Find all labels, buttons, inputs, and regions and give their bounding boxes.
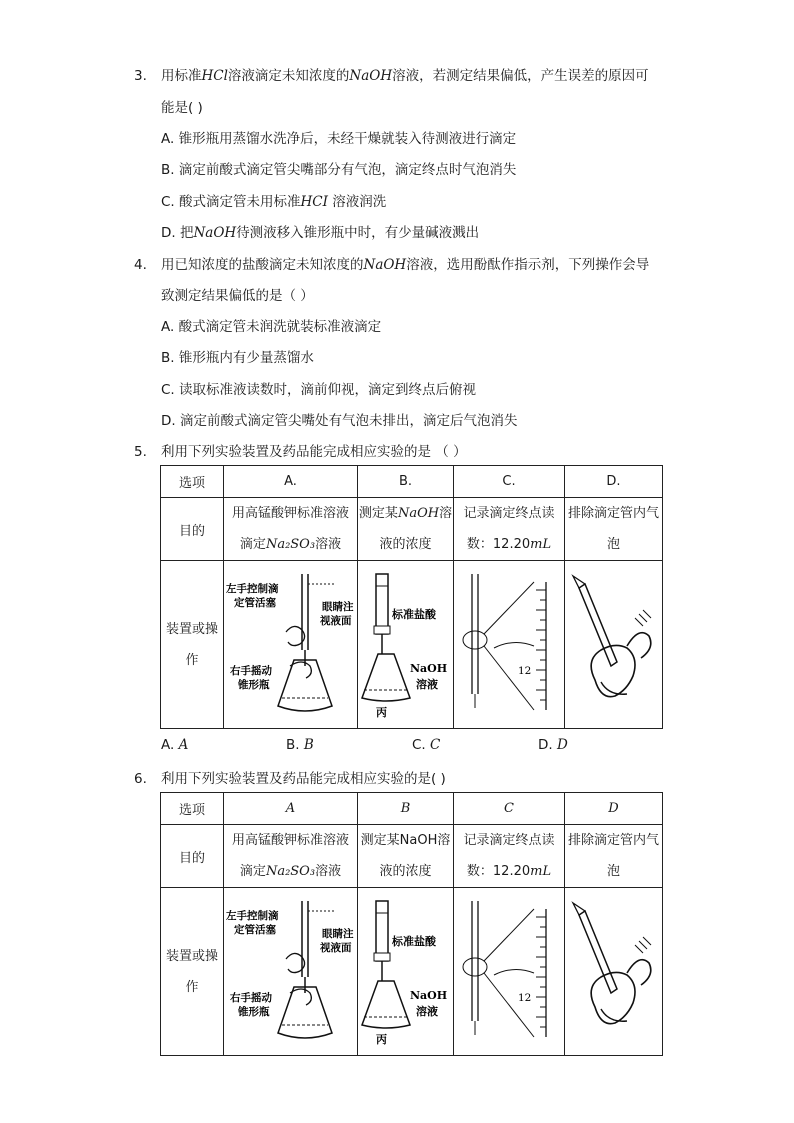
formula: HCl bbox=[201, 68, 228, 84]
acid-burette-figure bbox=[358, 570, 451, 720]
question-number: 4. bbox=[134, 257, 147, 273]
option-d[interactable] bbox=[161, 223, 479, 243]
row-label-device: 装置或操 作 bbox=[161, 561, 224, 729]
stem-text: 用标准 bbox=[161, 68, 202, 84]
figure-caption: 丙 bbox=[376, 705, 387, 719]
answer-c[interactable]: C. C bbox=[412, 737, 441, 753]
row-label-purpose: 目的 bbox=[161, 498, 224, 561]
option-b[interactable]: B. 滴定前酸式滴定管尖嘴部分有气泡，滴定终点时气泡消失 bbox=[161, 162, 517, 178]
figure-label: 标准盐酸 bbox=[392, 934, 436, 948]
question-stem bbox=[161, 66, 649, 86]
acid-burette-figure bbox=[358, 897, 451, 1047]
table-header-cell: B bbox=[358, 793, 454, 825]
figure-label: 右手摇动 bbox=[230, 991, 272, 1004]
burette-reading-figure bbox=[454, 570, 562, 720]
question-number: 6. bbox=[134, 771, 147, 787]
option-c[interactable] bbox=[161, 192, 386, 212]
figure-a-cell bbox=[224, 888, 358, 1056]
option-text: 待测液移入锥形瓶中时，有少量碱液溅出 bbox=[236, 225, 480, 241]
figure-a-cell bbox=[224, 561, 358, 729]
row-label-device: 装置或操 作 bbox=[161, 888, 224, 1056]
table-header-cell: 选项 bbox=[161, 793, 224, 825]
figure-label: 锥形瓶 bbox=[238, 1005, 270, 1018]
purpose-b: 测定某NaOH溶 液的浓度 bbox=[358, 825, 454, 888]
figure-label: 眼睛注 bbox=[322, 600, 354, 613]
figure-c-cell bbox=[454, 561, 565, 729]
figure-label: NaOH bbox=[410, 988, 448, 1002]
question-stem: 利用下列实验装置及药品能完成相应实验的是( ) bbox=[161, 771, 446, 787]
bubble-removal-figure bbox=[565, 570, 660, 720]
titration-flask-figure bbox=[224, 570, 355, 720]
purpose-a: 用高锰酸钾标准溶液 滴定Na₂SO₃溶液 bbox=[224, 825, 358, 888]
question-stem: 利用下列实验装置及药品能完成相应实验的是 （ ） bbox=[161, 444, 467, 460]
option-text: D. 把 bbox=[161, 225, 194, 241]
question-number: 3. bbox=[134, 68, 147, 84]
option-a[interactable]: A. 锥形瓶用蒸馏水洗净后，未经干燥就装入待测液进行滴定 bbox=[161, 131, 517, 147]
question-stem-cont: 能是( ) bbox=[161, 100, 203, 116]
answer-b[interactable]: B. B bbox=[286, 737, 314, 753]
table-header-cell: C. bbox=[454, 466, 565, 498]
answer-a[interactable]: A. A bbox=[161, 737, 189, 753]
option-b[interactable]: B. 锥形瓶内有少量蒸馏水 bbox=[161, 350, 314, 366]
figure-b-cell bbox=[358, 888, 454, 1056]
figure-label: 溶液 bbox=[416, 1004, 438, 1018]
answer-d[interactable]: D. D bbox=[538, 737, 568, 753]
figure-label: 锥形瓶 bbox=[238, 678, 270, 691]
formula: NaOH bbox=[349, 68, 393, 84]
option-text: 溶液润洗 bbox=[327, 194, 387, 210]
option-text: C. 酸式滴定管未用标准 bbox=[161, 194, 301, 210]
figure-label: 左手控制滴 bbox=[226, 582, 279, 595]
option-c[interactable]: C. 读取标准液读数时，滴前仰视，滴定到终点后俯视 bbox=[161, 382, 477, 398]
table-header-cell: C bbox=[454, 793, 565, 825]
question-stem-cont: 致测定结果偏低的是（ ） bbox=[161, 288, 314, 304]
figure-label: NaOH bbox=[410, 661, 448, 675]
figure-label: 左手控制滴 bbox=[226, 909, 279, 922]
purpose-a: 用高锰酸钾标准溶液 滴定Na₂SO₃溶液 bbox=[224, 498, 358, 561]
figure-d-cell bbox=[565, 888, 663, 1056]
formula: NaOH bbox=[193, 225, 237, 241]
figure-label: 眼睛注 bbox=[322, 927, 354, 940]
scale-mark: 12 bbox=[518, 991, 532, 1004]
burette-reading-figure bbox=[454, 897, 562, 1047]
figure-label: 视液面 bbox=[320, 614, 352, 627]
option-d[interactable]: D. 滴定前酸式滴定管尖嘴处有气泡未排出，滴定后气泡消失 bbox=[161, 413, 518, 429]
figure-c-cell bbox=[454, 888, 565, 1056]
question-stem bbox=[161, 255, 649, 275]
purpose-d: 排除滴定管内气 泡 bbox=[565, 825, 663, 888]
purpose-c: 记录滴定终点读 数：12.20mL bbox=[454, 825, 565, 888]
figure-d-cell bbox=[565, 561, 663, 729]
figure-label: 定管活塞 bbox=[234, 596, 276, 609]
figure-label: 定管活塞 bbox=[234, 923, 276, 936]
figure-b-cell bbox=[358, 561, 454, 729]
stem-text: 溶液，若测定结果偏低，产生误差的原因可 bbox=[392, 68, 649, 84]
option-a[interactable]: A. 酸式滴定管未润洗就装标准液滴定 bbox=[161, 319, 382, 335]
stem-text: 溶液，选用酚酞作指示剂，下列操作会导 bbox=[406, 257, 650, 273]
formula: NaOH bbox=[363, 257, 407, 273]
purpose-b: 测定某NaOH溶 液的浓度 bbox=[358, 498, 454, 561]
experiment-table bbox=[160, 792, 663, 1056]
figure-label: 标准盐酸 bbox=[392, 607, 436, 621]
bubble-removal-figure bbox=[565, 897, 660, 1047]
purpose-c: 记录滴定终点读 数：12.20mL bbox=[454, 498, 565, 561]
stem-text: 溶液滴定未知浓度的 bbox=[227, 68, 350, 84]
stem-text: 用已知浓度的盐酸滴定未知浓度的 bbox=[161, 257, 364, 273]
purpose-d: 排除滴定管内气 泡 bbox=[565, 498, 663, 561]
table-header-cell: A bbox=[224, 793, 358, 825]
figure-label: 右手摇动 bbox=[230, 664, 272, 677]
row-label-purpose: 目的 bbox=[161, 825, 224, 888]
figure-label: 溶液 bbox=[416, 677, 438, 691]
experiment-table bbox=[160, 465, 663, 729]
figure-caption: 丙 bbox=[376, 1032, 387, 1046]
table-header-cell: 选项 bbox=[161, 466, 224, 498]
table-header-cell: D bbox=[565, 793, 663, 825]
table-header-cell: B. bbox=[358, 466, 454, 498]
table-header-cell: D. bbox=[565, 466, 663, 498]
table-header-cell: A. bbox=[224, 466, 358, 498]
figure-label: 视液面 bbox=[320, 941, 352, 954]
question-number: 5. bbox=[134, 444, 147, 460]
titration-flask-figure bbox=[224, 897, 355, 1047]
scale-mark: 12 bbox=[518, 664, 532, 677]
formula: HCI bbox=[300, 194, 328, 210]
